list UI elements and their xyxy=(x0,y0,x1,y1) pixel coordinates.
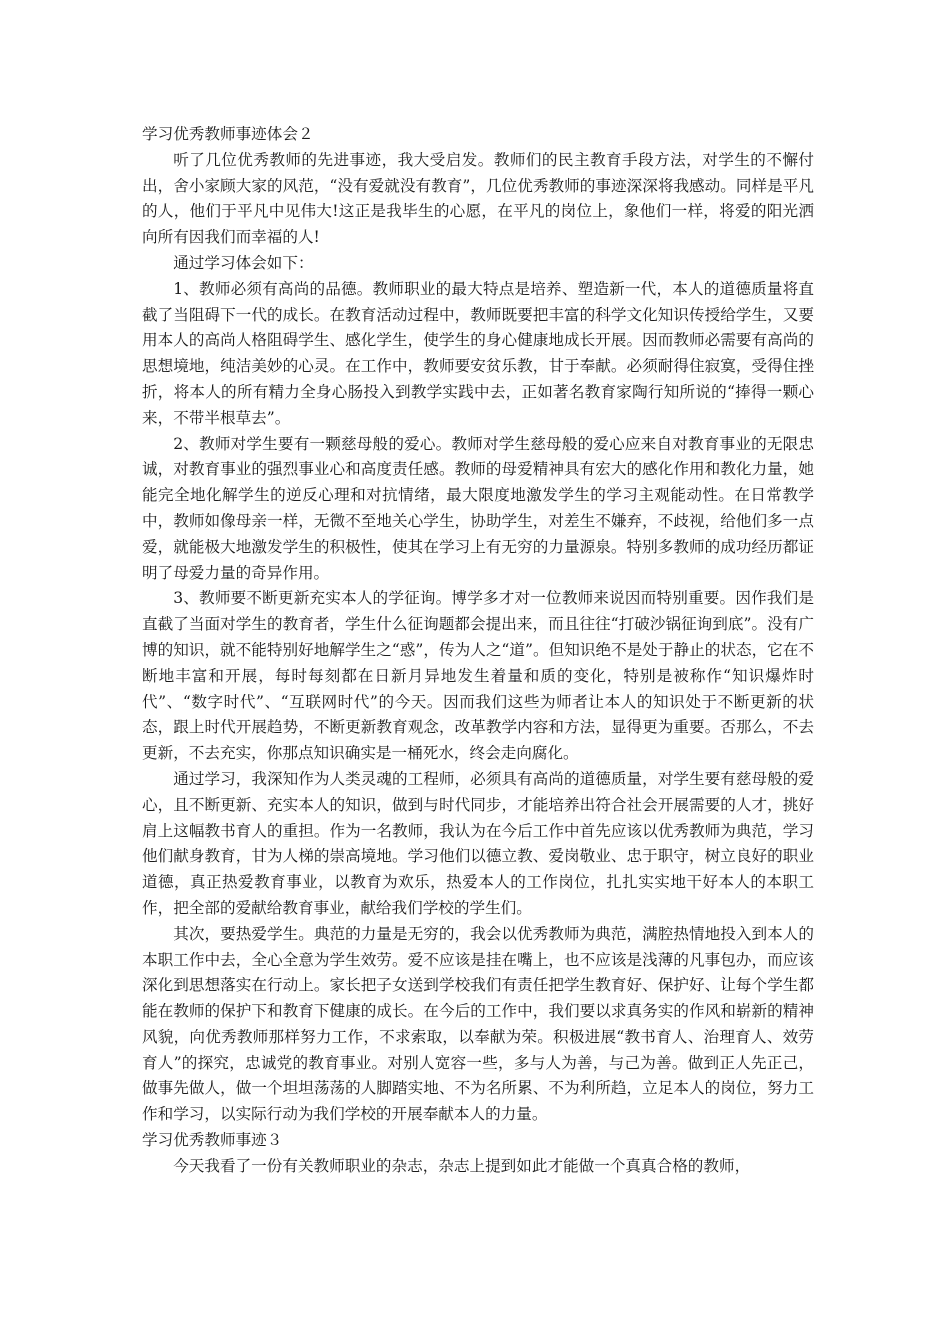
paragraph-point-2: 2、教师对学生要有一颗慈母般的爱心。教师对学生慈母般的爱心应来自对教育事业的无限忠诚，对教育事业的强烈事业心和高度责任感。教师的母爱精神具有宏大的感化作用和教化力量，她能完全地化解学生的逆反心理和对抗情绪，最大限度地激发学生的学习主观能动性。在日常教学中，教师如像母亲一样，无微不至地关心学生，协助学生，对差生不嫌弃，不歧视，给他们多一点爱，就能极大地激发学生的积极性，使其在学习上有无穷的力量源泉。特别多教师的成功经历都证明了母爱力量的奇异作用。 xyxy=(142,434,814,582)
section-heading-3: 学习优秀教师事迹３ xyxy=(142,1131,283,1150)
paragraph-point-3: 3、教师要不断更新充实本人的学征询。博学多才对一位教师来说因而特别重要。因作我们是直截了当面对学生的教育者，学生什么征询题都会提出来，而且往往“打破沙锅征询到底”。没有广博的知识，就不能特别好地解学生之“惑”，传为人之“道”。但知识绝不是处于静止的状态，它在不断地丰富和开展，每时每刻都在日新月异地发生着量和质的变化，特别是被称作“知识爆炸时代”、“数字时代”、“互联网时代”的今天。因而我们这些为师者让本人的知识处于不断更新的状态，跟上时代开展趋势，不断更新教育观念，改革教学内容和方法，显得更为重要。否那么，不去更新，不去充实，你那点知识确实是一桶死水，终会走向腐化。 xyxy=(142,589,814,763)
paragraph-summary-lead: 通过学习体会如下： xyxy=(173,253,314,272)
paragraph-point-1: 1、教师必须有高尚的品德。教师职业的最大特点是培养、塑造新一代，本人的道德质量将直截了当阻碍下一代的成长。在教育活动过程中，教师既要把丰富的科学文化知识传授给学生，又要用本人的高尚人格阻碍学生、感化学生，使学生的身心健康地成长开展。因而教师必需要有高尚的思想境地，纯洁美妙的心灵。在工作中，教师要安贫乐教，甘于奉献。必须耐得住寂寞，受得住挫折，将本人的所有精力全身心肠投入到教学实践中去，正如著名教育家陶行知所说的“捧得一颗心来，不带半根草去”。 xyxy=(142,279,814,427)
paragraph-intro: 听了几位优秀教师的先进事迹，我大受启发。教师们的民主教育手段方法，对学生的不懈付出，舍小家顾大家的风范，“没有爱就没有教育”，几位优秀教师的事迹深深将我感动。同样是平凡的人，他们于平凡中见伟大!这正是我毕生的心愿，在平凡的岗位上，象他们一样，将爱的阳光洒向所有因我们而幸福的人! xyxy=(142,150,814,247)
paragraph-secondly: 其次，要热爱学生。典范的力量是无穷的，我会以优秀教师为典范，满腔热情地投入到本人的本职工作中去，全心全意为学生效劳。爱不应该是挂在嘴上，也不应该是浅薄的凡事包办，而应该深化到思想落实在行动上。家长把子女送到学校我们有责任把学生教育好、保护好、让每个学生都能在教师的保护下和教育下健康的成长。在今后的工作中，我们要以求真务实的作风和崭新的精神风貌，向优秀教师那样努力工作，不求索取，以奉献为荣。积极进展“教书育人、治理育人、效劳育人”的探究，忠诚党的教育事业。对别人宽容一些，多与人为善，与己为善。做到正人先正己，做事先做人，做一个坦坦荡荡的人脚踏实地、不为名所累、不为利所趋，立足本人的岗位，努力工作和学习，以实际行动为我们学校的开展奉献本人的力量。 xyxy=(142,924,814,1124)
section-heading-2: 学习优秀教师事迹体会２ xyxy=(142,125,314,143)
document-page xyxy=(142,122,814,1180)
paragraph-conclusion: 通过学习，我深知作为人类灵魂的工程师，必须具有高尚的道德质量，对学生要有慈母般的爱心，且不断更新、充实本人的知识，做到与时代同步，才能培养出符合社会开展需要的人才，挑好肩上这幅教书育人的重担。作为一名教师，我认为在今后工作中首先应该以优秀教师为典范，学习他们献身教育，甘为人梯的崇高境地。学习他们以德立教、爱岗敬业、忠于职守，树立良好的职业道德，真正热爱教育事业，以教育为欢乐，热爱本人的工作岗位，扎扎实实地干好本人的本职工作，把全部的爱献给教育事业，献给我们学校的学生们。 xyxy=(142,769,814,917)
paragraph-section-3-intro: 今天我看了一份有关教师职业的杂志，杂志上提到如此才能做一个真真合格的教师， xyxy=(173,1156,751,1175)
